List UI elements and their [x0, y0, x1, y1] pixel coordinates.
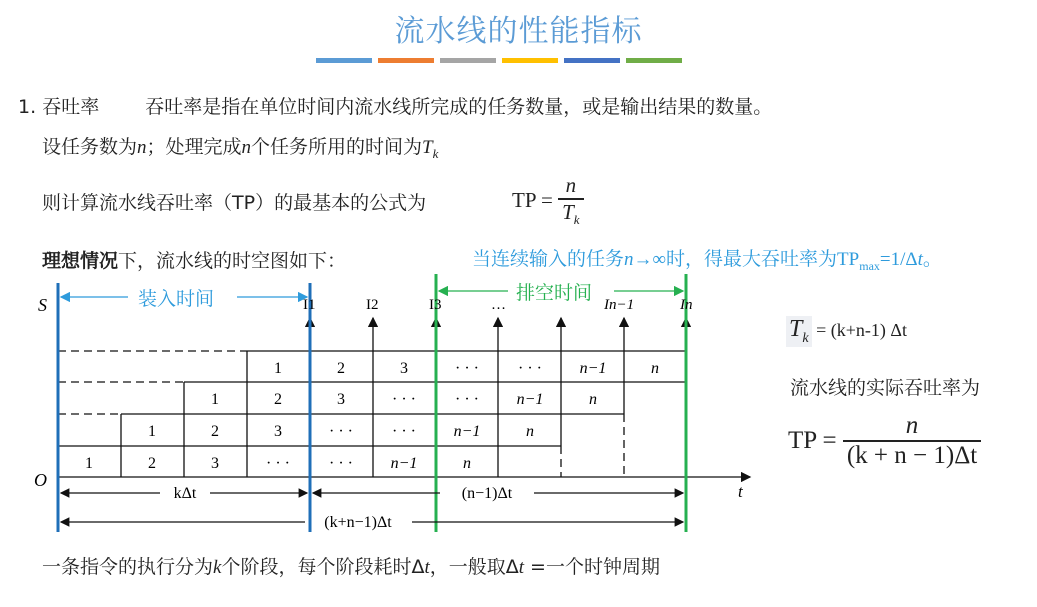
tp-num: n [905, 412, 919, 439]
cell: 2 [148, 455, 156, 472]
cell: · · · [266, 455, 290, 472]
cell: n−1 [390, 455, 418, 472]
line2-c: 个任务所用的时间为 [251, 136, 423, 158]
cell: 3 [211, 455, 219, 472]
footer-b: 个阶段，每个阶段耗时Δ [221, 556, 425, 578]
tk-T: T [789, 316, 803, 342]
span-k-label: kΔt [173, 485, 197, 502]
cell: · · · [392, 423, 416, 440]
tk-eq: = (k+n-1) Δt [816, 320, 907, 340]
footer-t: t [424, 557, 430, 578]
footer-a: 一条指令的执行分为 [42, 556, 214, 578]
slide-title: 流水线的性能指标 [394, 14, 643, 49]
label-t: t [738, 482, 743, 501]
cell: 2 [274, 391, 282, 408]
note-n: n [624, 249, 634, 270]
note-a: 当连续输入的任务 [472, 248, 625, 270]
cell: · · · [329, 423, 353, 440]
cell: 1 [148, 423, 156, 440]
cell: 1 [274, 360, 282, 377]
tk-k: k [802, 330, 809, 346]
output-label-1: I1 [303, 297, 316, 313]
ideal-bold: 理想情况 [42, 250, 119, 272]
cell: 2 [211, 423, 219, 440]
span-n1-label: (n−1)Δt [461, 485, 513, 502]
formula-den-T: T [562, 200, 574, 224]
formula-den-k: k [573, 212, 580, 228]
line2-b: ；处理完成 [146, 136, 242, 158]
cell: · · · [455, 391, 479, 408]
note-c: =1/Δ [879, 249, 918, 270]
tp-den: (k + n − 1)Δt [843, 440, 981, 470]
drain-time-label: 排空时间 [516, 282, 593, 304]
label-S: S [38, 295, 47, 315]
tk-formula [786, 316, 907, 347]
cell: · · · [329, 455, 353, 472]
cell: n−1 [579, 360, 607, 377]
footer-d: =一个时钟周期 [524, 556, 660, 578]
cell: 3 [337, 391, 345, 408]
actual-throughput-label: 流水线的实际吞吐率为 [790, 377, 981, 399]
footer-t2: t [518, 557, 525, 578]
tp-lhs: TP = [788, 427, 837, 454]
var-n2: n [241, 137, 252, 158]
formula-lhs: TP = [512, 188, 553, 213]
ideal-rest: 下，流水线的时空图如下： [118, 250, 347, 272]
note-d: 。 [922, 248, 942, 270]
line2-a: 设任务数为 [42, 136, 138, 158]
cell: · · · [455, 360, 479, 377]
cell: 3 [400, 360, 408, 377]
footer-line [42, 552, 660, 579]
cell: 2 [337, 360, 345, 377]
formula-num: n [565, 173, 577, 197]
output-label-n: In [680, 297, 693, 313]
cell: 3 [274, 423, 282, 440]
cell: n [526, 423, 534, 440]
cell: n−1 [453, 423, 481, 440]
cell: · · · [518, 360, 542, 377]
footer-k: k [213, 557, 222, 578]
note-sub: max [859, 258, 880, 273]
cell: n [651, 360, 659, 377]
actual-tp-formula [788, 412, 981, 470]
label-O: O [34, 470, 47, 490]
formula-intro: 则计算流水线吞吐率（TP）的最基本的公式为 [42, 192, 427, 214]
output-label-2: I2 [366, 297, 379, 313]
var-n: n [137, 137, 147, 158]
var-k: k [432, 145, 439, 161]
output-label-3: I3 [429, 297, 442, 313]
output-label-n1: In−1 [604, 297, 635, 313]
note-b: →∞时，得最大吞吐率为TP [633, 249, 860, 270]
note-t: t [917, 249, 923, 270]
cell: · · · [392, 391, 416, 408]
definition-text: 吞吐率是指在单位时间内流水线所完成的任务数量，或是输出结果的数量。 [145, 96, 773, 118]
cell: n−1 [516, 391, 544, 408]
section-number: 1. [18, 96, 37, 118]
cell: 1 [85, 455, 93, 472]
cell: n [463, 455, 471, 472]
load-time-label: 装入时间 [138, 288, 215, 310]
cell: 1 [211, 391, 219, 408]
output-label-dots: … [491, 297, 506, 313]
footer-c: ，一般取Δ [429, 556, 519, 578]
cell: n [589, 391, 597, 408]
section-heading: 吞吐率 [42, 96, 100, 118]
var-T: T [422, 137, 433, 158]
span-total-label: (k+n−1)Δt [324, 514, 392, 531]
